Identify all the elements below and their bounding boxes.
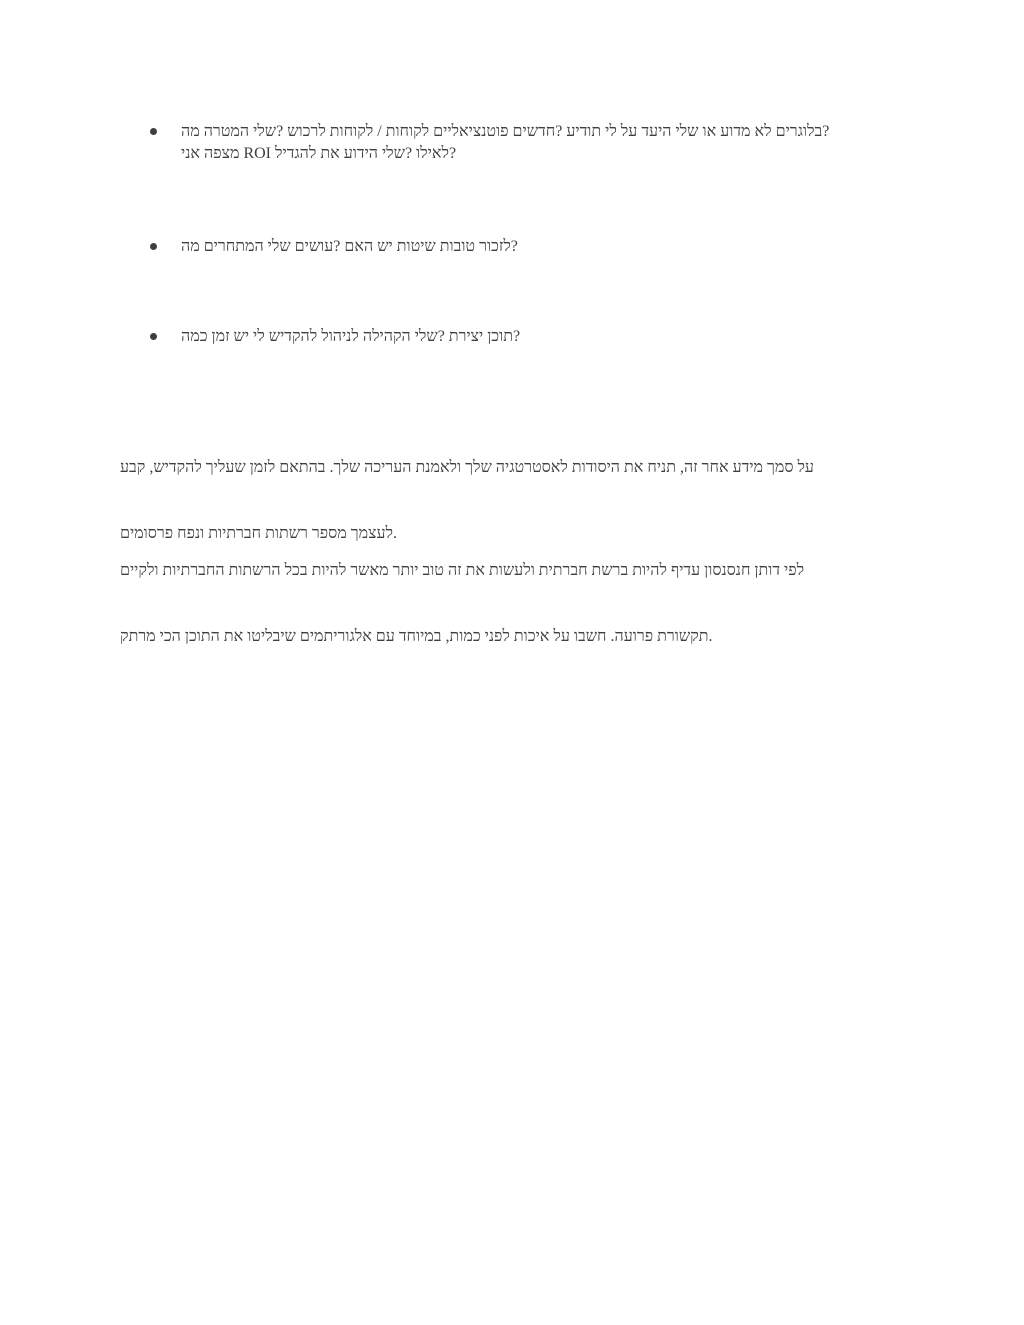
text-line: לעצמך מספר רשתות חברתיות ונפח פרסומים. [120, 525, 397, 542]
bullet-icon [150, 243, 157, 250]
list-item-text [181, 236, 886, 258]
text-line: לפי דותן חנסנסון עדיף להיות ברשת חברתית ולעשות את זה טוב יותר מאשר להיות בכל הרשתות החברתיות ולקיים [120, 562, 805, 579]
text-line: תוכן יצירת ?שלי הקהילה לניהול להקדיש לי יש זמן כמה? [181, 328, 521, 345]
text-line: תקשורת פרועה. חשבו על איכות לפני כמות, במיוחד עם אלגוריתמים שיבליטו את התוכן הכי מרתק. [120, 628, 713, 645]
text-line: לזכור טובות שיטות יש האם ?עושים שלי המתחרים מה? [181, 238, 518, 255]
text-line: על סמך מידע אחר זה, תניח את היסודות לאסטרטגיה שלך ולאמנת העריכה שלך. בהתאם לזמן שעליך להקדיש, קבע [120, 459, 814, 476]
text-line: בלוגרים לא מדוע או שלי היעד על לי תודיע ?חדשים פוטנציאליים לקוחות / לקוחות לרכוש ?שלי המטרה מה? [181, 123, 830, 140]
list-item-text [181, 326, 886, 348]
bullet-icon [150, 333, 157, 340]
paragraph [120, 516, 865, 692]
list-item-text [181, 121, 886, 165]
bullet-icon [150, 128, 157, 135]
text-line: מצפה אני ROI לאילו ?שלי הידוע את להגדיל? [181, 145, 457, 162]
